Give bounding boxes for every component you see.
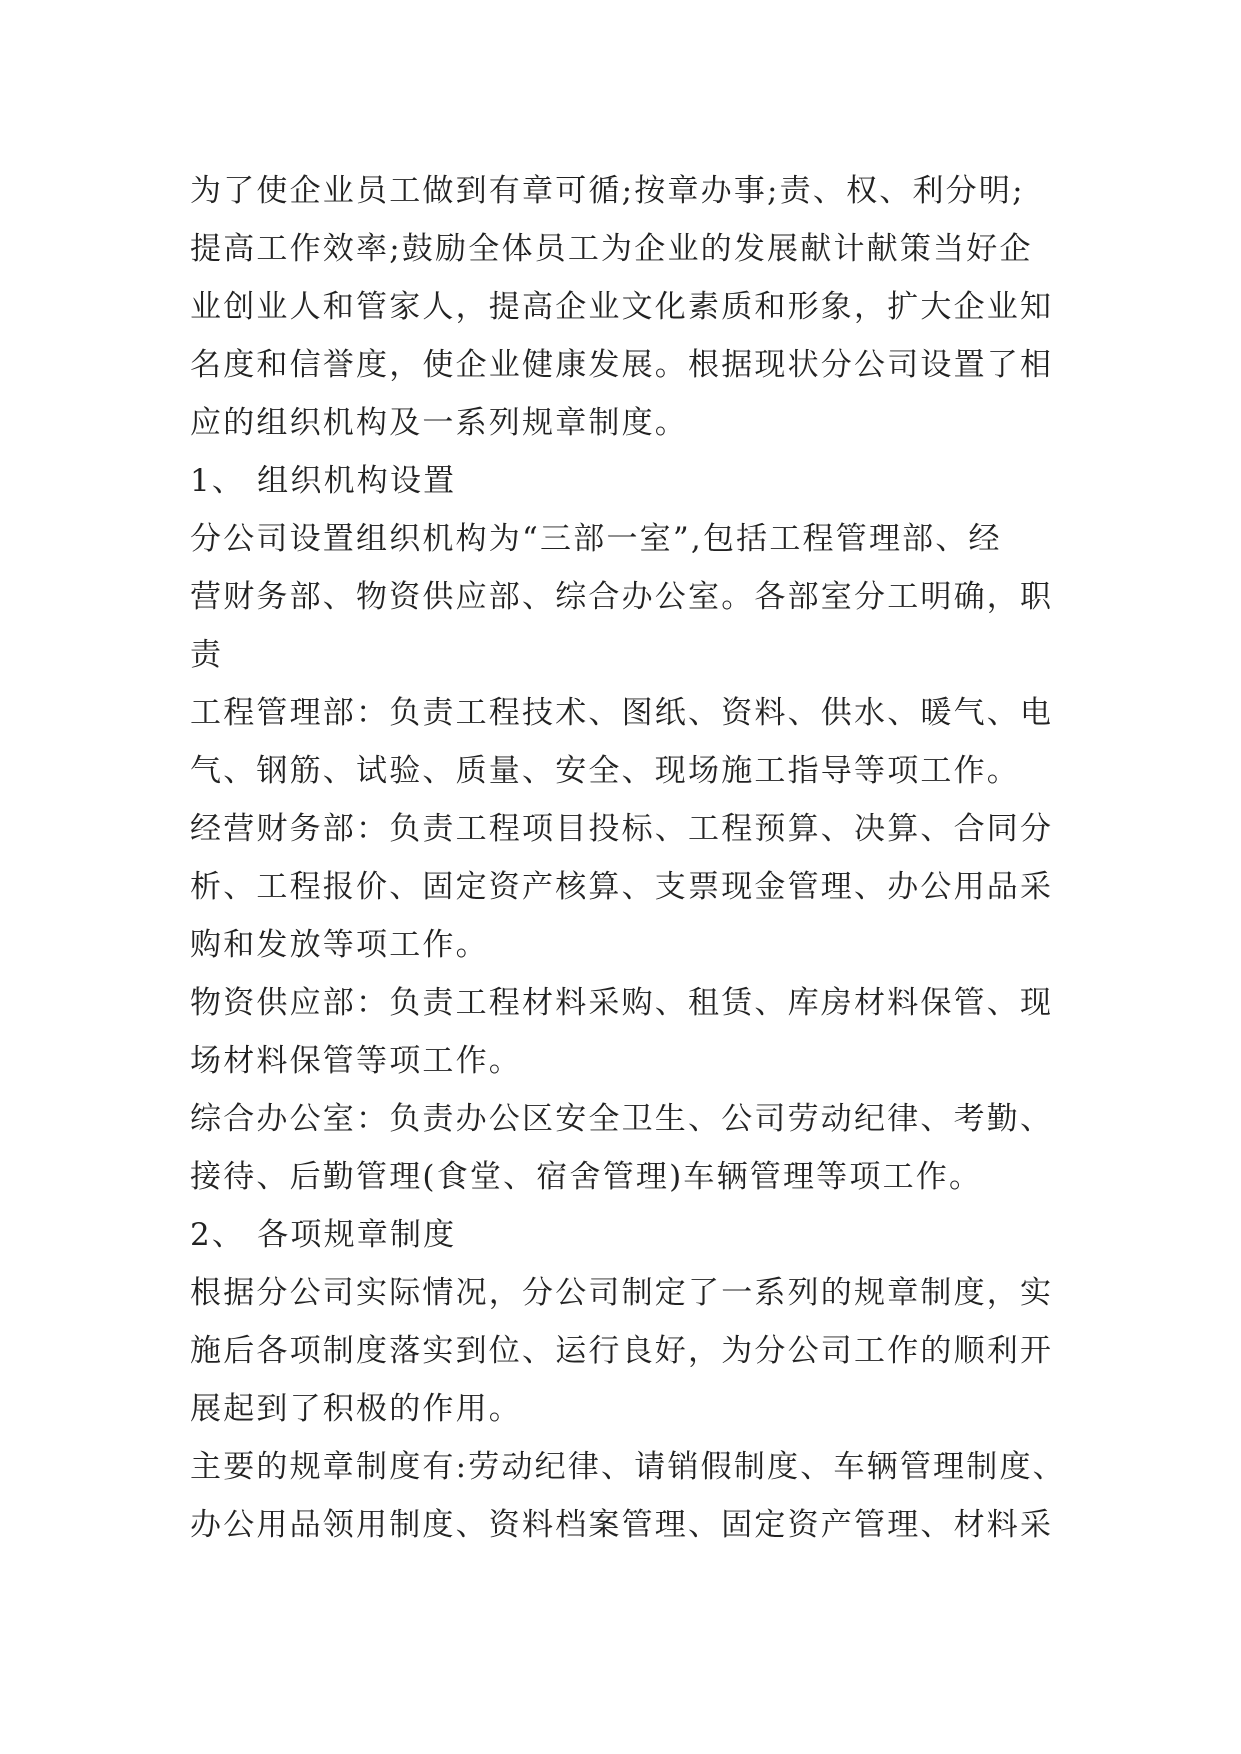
section-heading: 1、 组织机构设置 [190, 463, 457, 499]
text-line: 物资供应部：负责工程材料采购、租赁、库房材料保管、现 [190, 985, 1054, 1021]
text-line: 场材料保管等项工作。 [190, 1043, 522, 1079]
text-line: 施后各项制度落实到位、运行良好，为分公司工作的顺利开 [190, 1333, 1054, 1369]
text-line: 接待、后勤管理(食堂、宿舍管理)车辆管理等项工作。 [190, 1159, 983, 1195]
text-line: 展起到了积极的作用。 [190, 1391, 522, 1427]
section-heading: 2、 各项规章制度 [190, 1217, 457, 1253]
text-line: 主要的规章制度有:劳动纪律、请销假制度、车辆管理制度、 [190, 1449, 1066, 1485]
text-line: 析、工程报价、固定资产核算、支票现金管理、办公用品采 [190, 869, 1054, 905]
text-line: 经营财务部：负责工程项目投标、工程预算、决算、合同分 [190, 811, 1054, 847]
text-line: 工程管理部：负责工程技术、图纸、资料、供水、暖气、电 [190, 695, 1054, 731]
text-line: 综合办公室：负责办公区安全卫生、公司劳动纪律、考勤、 [190, 1101, 1054, 1137]
text-line: 业创业人和管家人，提高企业文化素质和形象，扩大企业知 [190, 289, 1054, 325]
text-line: 分公司设置组织机构为“三部一室”,包括工程管理部、经 [190, 521, 1002, 557]
text-line: 营财务部、物资供应部、综合办公室。各部室分工明确，职 [190, 579, 1054, 615]
text-line: 提高工作效率;鼓励全体员工为企业的发展献计献策当好企 [190, 231, 1033, 267]
text-line: 气、钢筋、试验、质量、安全、现场施工指导等项工作。 [190, 753, 1020, 789]
text-line: 应的组织机构及一系列规章制度。 [190, 405, 688, 441]
text-line: 名度和信誉度，使企业健康发展。根据现状分公司设置了相 [190, 347, 1054, 383]
text-line: 办公用品领用制度、资料档案管理、固定资产管理、材料采 [190, 1507, 1054, 1543]
text-line: 根据分公司实际情况，分公司制定了一系列的规章制度，实 [190, 1275, 1054, 1311]
text-line: 购和发放等项工作。 [190, 927, 489, 963]
text-line: 责 [190, 637, 224, 673]
text-line: 为了使企业员工做到有章可循;按章办事;责、权、利分明; [190, 173, 1025, 209]
body-text [190, 162, 1070, 1554]
